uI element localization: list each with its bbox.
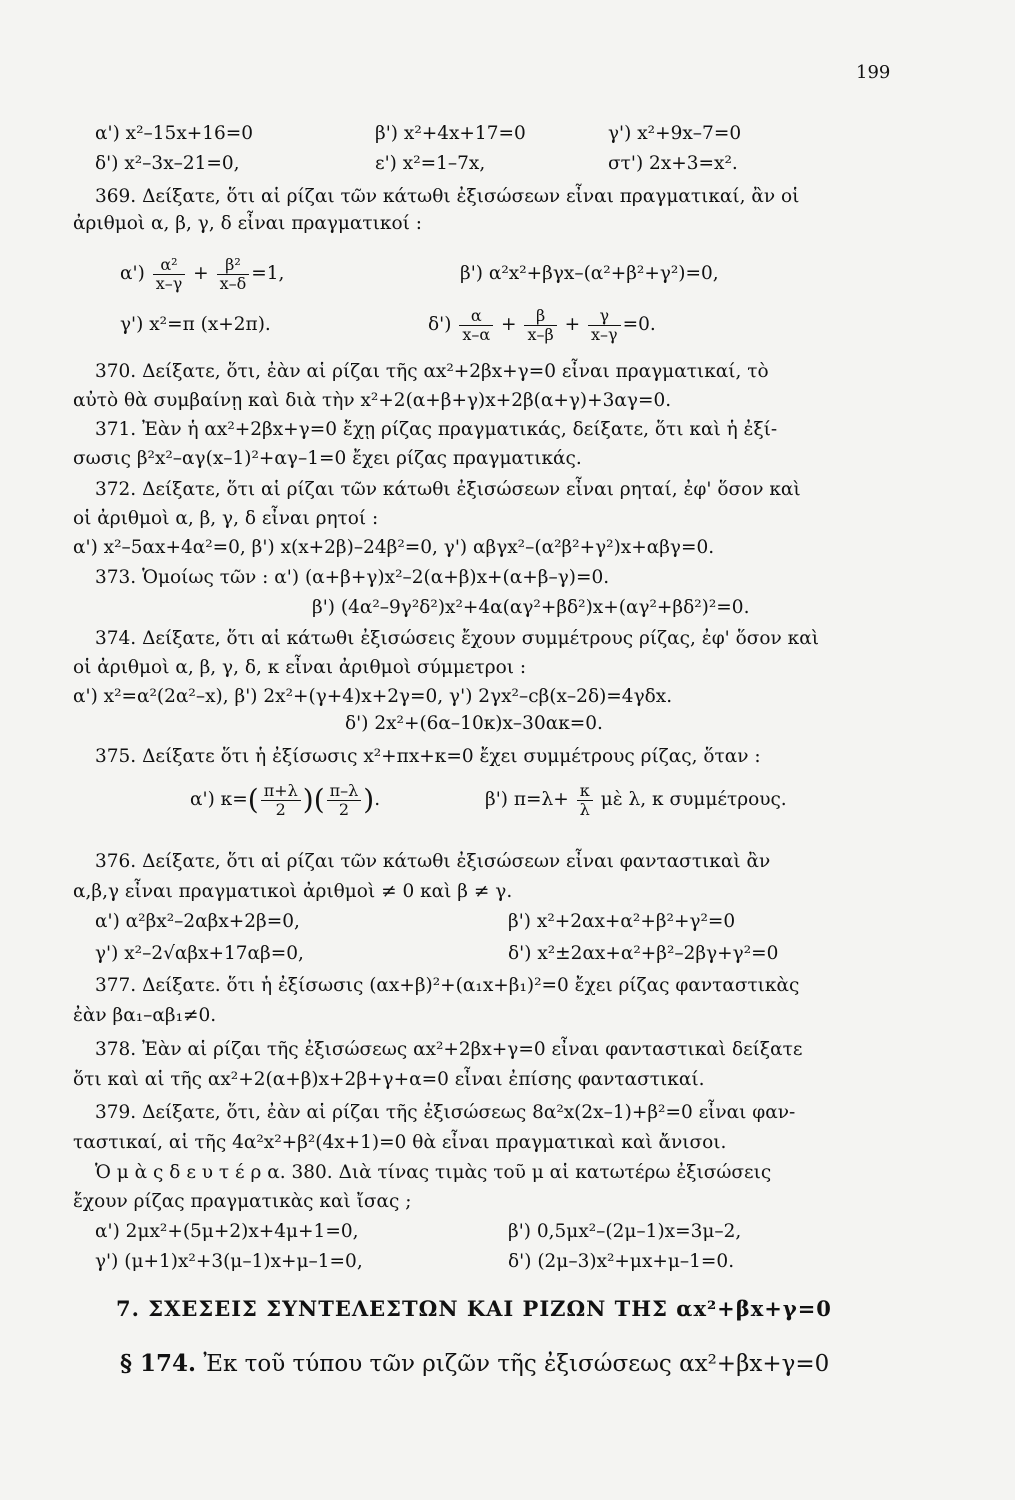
- exercise-371-line2: σωσις β²x²–αγ(x–1)²+αγ–1=0 ἔχει ρίζας πραγματικάς.: [73, 448, 582, 469]
- exercise-380-a: α') 2μx²+(5μ+2)x+4μ+1=0,: [95, 1221, 359, 1242]
- exercise-380-line1: Ὁ μ ὰ ς δ ε υ τ έ ρ α. 380. Διὰ τίνας τιμὰς τοῦ μ αἱ κατωτέρω ἐξισώσεις: [95, 1162, 772, 1183]
- exercise-row-1c: γ') x²+9x–7=0: [608, 123, 742, 144]
- exercise-380-b: β') 0,5μx²–(2μ–1)x=3μ–2,: [508, 1221, 742, 1242]
- exercise-372-line3: α') x²–5αx+4α²=0, β') x(x+2β)–24β²=0, γ') αβγx²–(α²β²+γ²)x+αβγ=0.: [73, 537, 715, 558]
- exercise-372-line1: 372. Δείξατε, ὅτι αἱ ρίζαι τῶν κάτωθι ἐξισώσεων εἶναι ρηταί, ἐφ' ὅσον καὶ: [95, 479, 801, 500]
- exercise-374-line3: α') x²=α²(2α²–x), β') 2x²+(γ+4)x+2γ=0, γ') 2γx²–cβ(x–2δ)=4γδx.: [73, 686, 673, 707]
- page-number: 199: [856, 62, 891, 83]
- exercise-373-line2: β') (4α²–9γ²δ²)x²+4α(αγ²+βδ²)x+(αγ²+βδ²)²=0.: [312, 597, 750, 618]
- exercise-376-b: β') x²+2αx+α²+β²+γ²=0: [508, 911, 736, 932]
- exercise-376-a: α') α²βx²–2αβx+2β=0,: [95, 911, 300, 932]
- exercise-row-2b: ε') x²=1–7x,: [375, 153, 486, 174]
- paragraph-heading: [120, 1350, 829, 1377]
- section-heading: 7. ΣΧΕΣΕΙΣ ΣΥΝΤΕΛΕΣΤΩΝ ΚΑΙ ΡΙΖΩΝ ΤΗΣ αx²+βx+γ=0: [116, 1296, 832, 1321]
- exercise-380-d: δ') (2μ–3)x²+μx+μ–1=0.: [508, 1251, 735, 1272]
- exercise-369-b: β') α²x²+βγx–(α²+β²+γ²)=0,: [460, 263, 719, 284]
- exercise-374-line4: δ') 2x²+(6α–10κ)x–30ακ=0.: [345, 713, 603, 734]
- exercise-375-b: β') π=λ+ $\frac{\kappa}{\lambda}$ μὲ λ, κ συμμέτρους.: [485, 780, 787, 819]
- exercise-376-c: γ') x²–2√αβx+17αβ=0,: [95, 943, 304, 964]
- exercise-369-a: α') $\frac{\text{α²}}{x-\gamma}$ + $\frac{\text{β²}}{x-\delta}$ =1,: [120, 254, 285, 293]
- exercise-369-line2: ἀριθμοὶ α, β, γ, δ εἶναι πραγματικοί :: [73, 213, 422, 234]
- exercise-379-line1: 379. Δείξατε, ὅτι, ἐὰν αἱ ρίζαι τῆς ἐξισώσεως 8α²x(2x–1)+β²=0 εἶναι φαν-: [95, 1102, 796, 1123]
- exercise-375-a: α') κ=( $\frac{\pi+\lambda}{2}$ )( $\frac{\pi-\lambda}{2}$ ).: [190, 780, 381, 819]
- exercise-371-line1: 371. Ἐὰν ἡ αx²+2βx+γ=0 ἔχῃ ρίζας πραγματικάς, δείξατε, ὅτι καὶ ἡ ἐξί-: [95, 419, 778, 440]
- exercise-380-line2: ἔχουν ρίζας πραγματικὰς καὶ ἴσας ;: [73, 1191, 412, 1212]
- exercise-380-c: γ') (μ+1)x²+3(μ–1)x+μ–1=0,: [95, 1251, 363, 1272]
- exercise-376-line1: 376. Δείξατε, ὅτι αἱ ρίζαι τῶν κάτωθι ἐξισώσεων εἶναι φανταστικαὶ ἂν: [95, 851, 771, 872]
- exercise-377-line2: ἐὰν βα₁–αβ₁≠0.: [73, 1005, 217, 1026]
- exercise-376-line2: α,β,γ εἶναι πραγματικοὶ ἀριθμοὶ ≠ 0 καὶ β ≠ γ.: [73, 881, 513, 902]
- exercise-row-1b: β') x²+4x+17=0: [375, 123, 526, 144]
- exercise-374-line1: 374. Δείξατε, ὅτι αἱ κάτωθι ἐξισώσεις ἔχουν συμμέτρους ρίζας, ἐφ' ὅσον καὶ: [95, 628, 819, 649]
- exercise-row-1a: α') x²–15x+16=0: [95, 123, 254, 144]
- exercise-378-line2: ὅτι καὶ αἱ τῆς αx²+2(α+β)x+2β+γ+α=0 εἶναι ἐπίσης φανταστικαί.: [73, 1069, 705, 1090]
- exercise-370-line2: αὐτὸ θὰ συμβαίνῃ καὶ διὰ τὴν x²+2(α+β+γ)x+2β(α+γ)+3αγ=0.: [73, 390, 672, 411]
- exercise-378-line1: 378. Ἐὰν αἱ ρίζαι τῆς ἐξισώσεως αx²+2βx+γ=0 εἶναι φανταστικαὶ δείξατε: [95, 1039, 803, 1060]
- exercise-374-line2: οἱ ἀριθμοὶ α, β, γ, δ, κ εἶναι ἀριθμοὶ σύμμετροι :: [73, 657, 527, 678]
- exercise-372-line2: οἱ ἀριθμοὶ α, β, γ, δ εἶναι ρητοί :: [73, 508, 379, 529]
- exercise-376-d: δ') x²±2αx+α²+β²–2βγ+γ²=0: [508, 943, 779, 964]
- exercise-375-line1: 375. Δείξατε ὅτι ἡ ἐξίσωσις x²+πx+κ=0 ἔχει συμμέτρους ρίζας, ὅταν :: [95, 746, 761, 767]
- exercise-370-line1: 370. Δείξατε, ὅτι, ἐὰν αἱ ρίζαι τῆς αx²+2βx+γ=0 εἶναι πραγματικαί, τὸ: [95, 361, 769, 382]
- exercise-369-c: γ') x²=π (x+2π).: [120, 314, 271, 335]
- exercise-379-line2: ταστικαί, αἱ τῆς 4α²x²+β²(4x+1)=0 θὰ εἶναι πραγματικαὶ καὶ ἄνισοι.: [73, 1132, 727, 1153]
- exercise-373-line1: 373. Ὁμοίως τῶν : α') (α+β+γ)x²–2(α+β)x+(α+β–γ)=0.: [95, 567, 610, 588]
- exercise-369-line1: 369. Δείξατε, ὅτι αἱ ρίζαι τῶν κάτωθι ἐξισώσεων εἶναι πραγματικαί, ἂν οἱ: [95, 186, 800, 207]
- exercise-row-2a: δ') x²–3x–21=0,: [95, 153, 240, 174]
- exercise-row-2c: στ') 2x+3=x².: [608, 153, 738, 174]
- exercise-369-d: δ') $\frac{\alpha}{x-\alpha}$ + $\frac{\beta}{x-\beta}$ + $\frac{\gamma}{x-\gamma}$ =0.: [428, 305, 656, 344]
- exercise-377-line1: 377. Δείξατε. ὅτι ἡ ἐξίσωσις (αx+β)²+(α₁x+β₁)²=0 ἔχει ρίζας φανταστικὰς: [95, 975, 800, 996]
- paragraph-number: § 174.: [120, 1350, 197, 1377]
- paragraph-title: Ἐκ τοῦ τύπου τῶν ριζῶν τῆς ἐξισώσεως αx²+βx+γ=0: [203, 1351, 830, 1377]
